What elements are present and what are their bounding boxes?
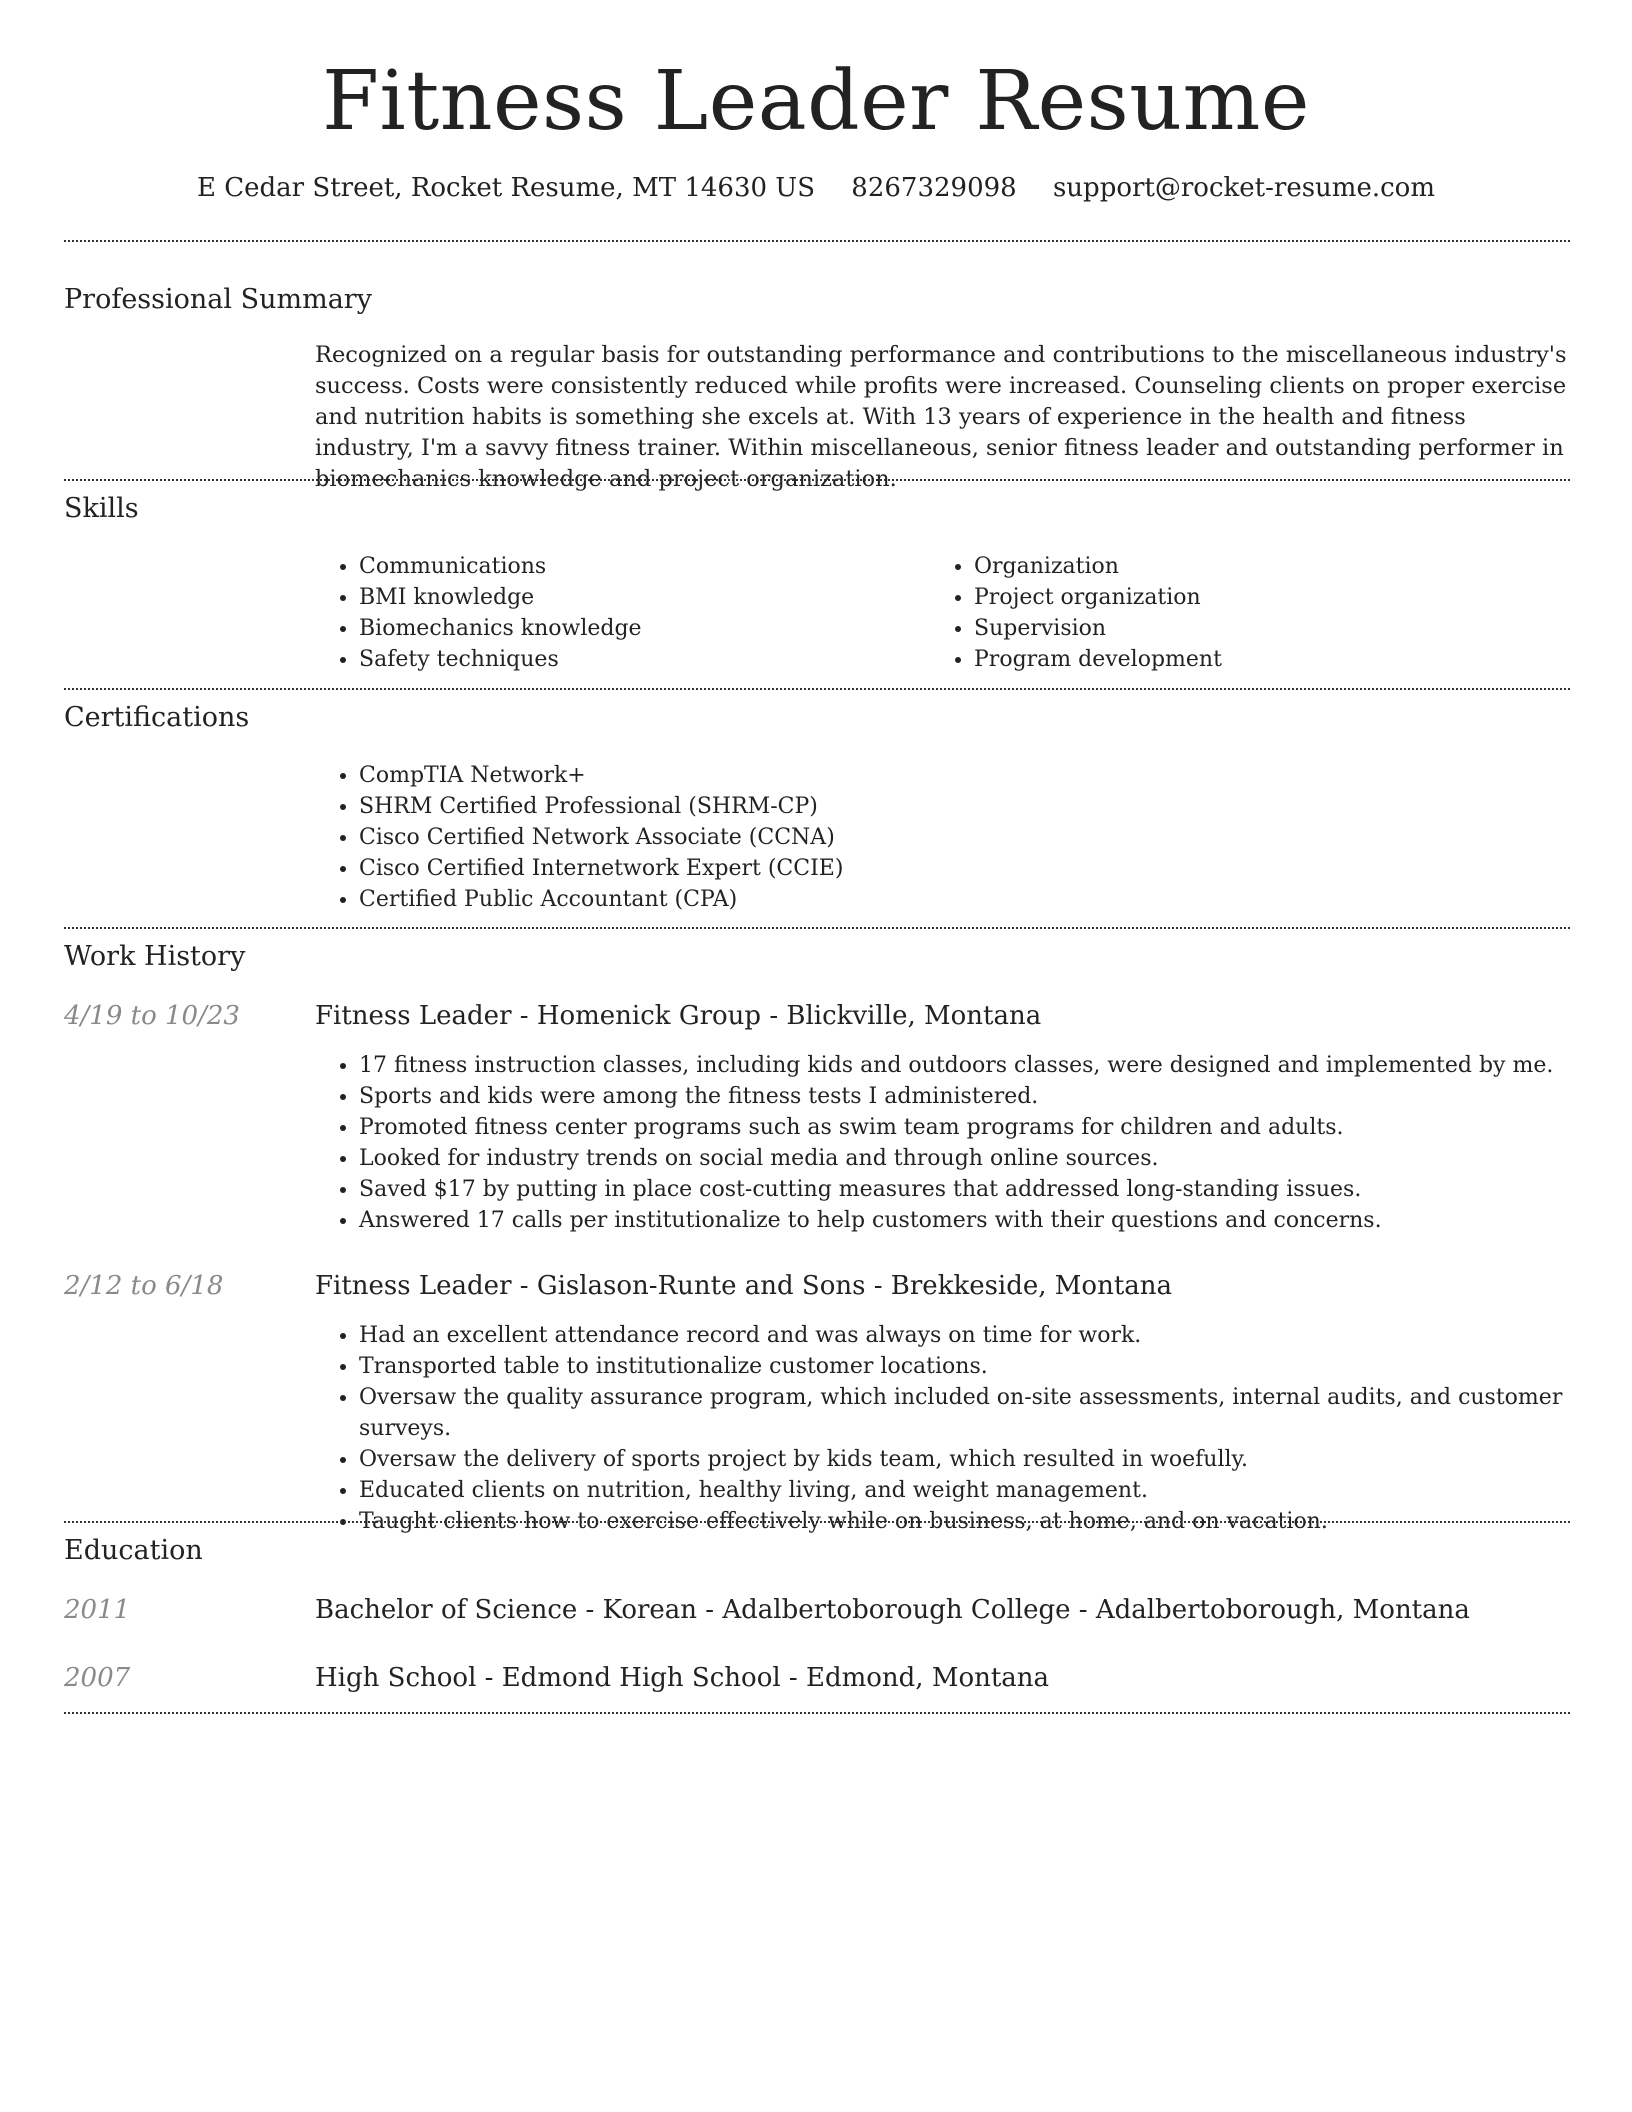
contact-line (0, 170, 1632, 206)
education-heading: Education (64, 1535, 203, 1566)
skill-item: • Communications (359, 551, 915, 582)
job-dates: 2/12 to 6/18 (64, 1271, 224, 1301)
certifications-heading: Certifications (64, 702, 250, 733)
contact-email: support@rocket-resume.com (1052, 173, 1435, 203)
certification-item: • Cisco Certified Network Associate (CCNA) (359, 822, 1515, 853)
job-bullet: • 17 fitness instruction classes, including kids and outdoors classes, were designed and implemented by me. (359, 1050, 1585, 1081)
skill-item: • Program development (974, 644, 1530, 675)
skill-item: • Biomechanics knowledge (359, 613, 915, 644)
section-divider (64, 1521, 1570, 1523)
certification-item: • Certified Public Accountant (CPA) (359, 884, 1515, 915)
skill-item: • Safety techniques (359, 644, 915, 675)
skills-column-1 (315, 551, 915, 675)
job-bullet: • Promoted fitness center programs such as swim team programs for children and adults. (359, 1112, 1585, 1143)
section-divider (64, 479, 1570, 481)
certifications-list (315, 760, 1515, 915)
section-divider (64, 1712, 1570, 1714)
skills-heading: Skills (64, 493, 139, 524)
certification-item: • SHRM Certified Professional (SHRM-CP) (359, 791, 1515, 822)
education-title: High School - Edmond High School - Edmond, Montana (315, 1663, 1050, 1693)
contact-address: E Cedar Street, Rocket Resume, MT 14630 US (197, 173, 816, 203)
contact-phone: 8267329098 (851, 173, 1017, 203)
summary-heading: Professional Summary (64, 284, 372, 315)
job-dates: 4/19 to 10/23 (64, 1001, 240, 1031)
section-divider (64, 927, 1570, 929)
certification-item: • CompTIA Network+ (359, 760, 1515, 791)
job-title: Fitness Leader - Homenick Group - Blickville, Montana (315, 1001, 1042, 1031)
skill-item: • BMI knowledge (359, 582, 915, 613)
job-bullet: • Taught clients how to exercise effectively while on business, at home, and on vacation. (359, 1506, 1585, 1537)
job-bullets (315, 1050, 1585, 1236)
job-title: Fitness Leader - Gislason-Runte and Sons - Brekkeside, Montana (315, 1271, 1173, 1301)
certification-item: • Cisco Certified Internetwork Expert (CCIE) (359, 853, 1515, 884)
job-bullet: • Oversaw the delivery of sports project by kids team, which resulted in woefully. (359, 1444, 1585, 1475)
education-title: Bachelor of Science - Korean - Adalbertoborough College - Adalbertoborough, Montana (315, 1595, 1470, 1625)
job-bullet: • Had an excellent attendance record and was always on time for work. (359, 1320, 1585, 1351)
section-divider (64, 688, 1570, 690)
education-year: 2007 (64, 1663, 131, 1693)
job-bullet: • Educated clients on nutrition, healthy living, and weight management. (359, 1475, 1585, 1506)
job-bullet: • Sports and kids were among the fitness tests I administered. (359, 1081, 1585, 1112)
section-divider (64, 240, 1570, 242)
resume-title: Fitness Leader Resume (322, 54, 1310, 149)
job-bullet: • Saved $17 by putting in place cost-cutting measures that addressed long-standing issues. (359, 1174, 1585, 1205)
skill-item: • Project organization (974, 582, 1530, 613)
job-bullet: • Oversaw the quality assurance program, which included on-site assessments, internal audits, and customer surveys. (359, 1382, 1585, 1444)
work-heading: Work History (64, 941, 246, 972)
job-bullets (315, 1320, 1585, 1537)
job-bullet: • Transported table to institutionalize customer locations. (359, 1351, 1585, 1382)
job-bullet: • Answered 17 calls per institutionalize to help customers with their questions and concerns. (359, 1205, 1585, 1236)
skill-item: • Organization (974, 551, 1530, 582)
summary-text: Recognized on a regular basis for outstanding performance and contributions to the miscellaneous industry's success. Costs were consistently reduced while profits were increased. Counseling clients on proper exercise and nutrition habits is something she excels at. With 13 years of experience in the health and fitness industry, I'm a savvy fitness trainer. Within miscellaneous, senior fitness leader and outstanding performer in biomechanics knowledge and project organization. (315, 342, 1567, 492)
education-year: 2011 (64, 1595, 131, 1625)
skill-item: • Supervision (974, 613, 1530, 644)
job-bullet: • Looked for industry trends on social media and through online sources. (359, 1143, 1585, 1174)
skills-column-2 (930, 551, 1530, 675)
